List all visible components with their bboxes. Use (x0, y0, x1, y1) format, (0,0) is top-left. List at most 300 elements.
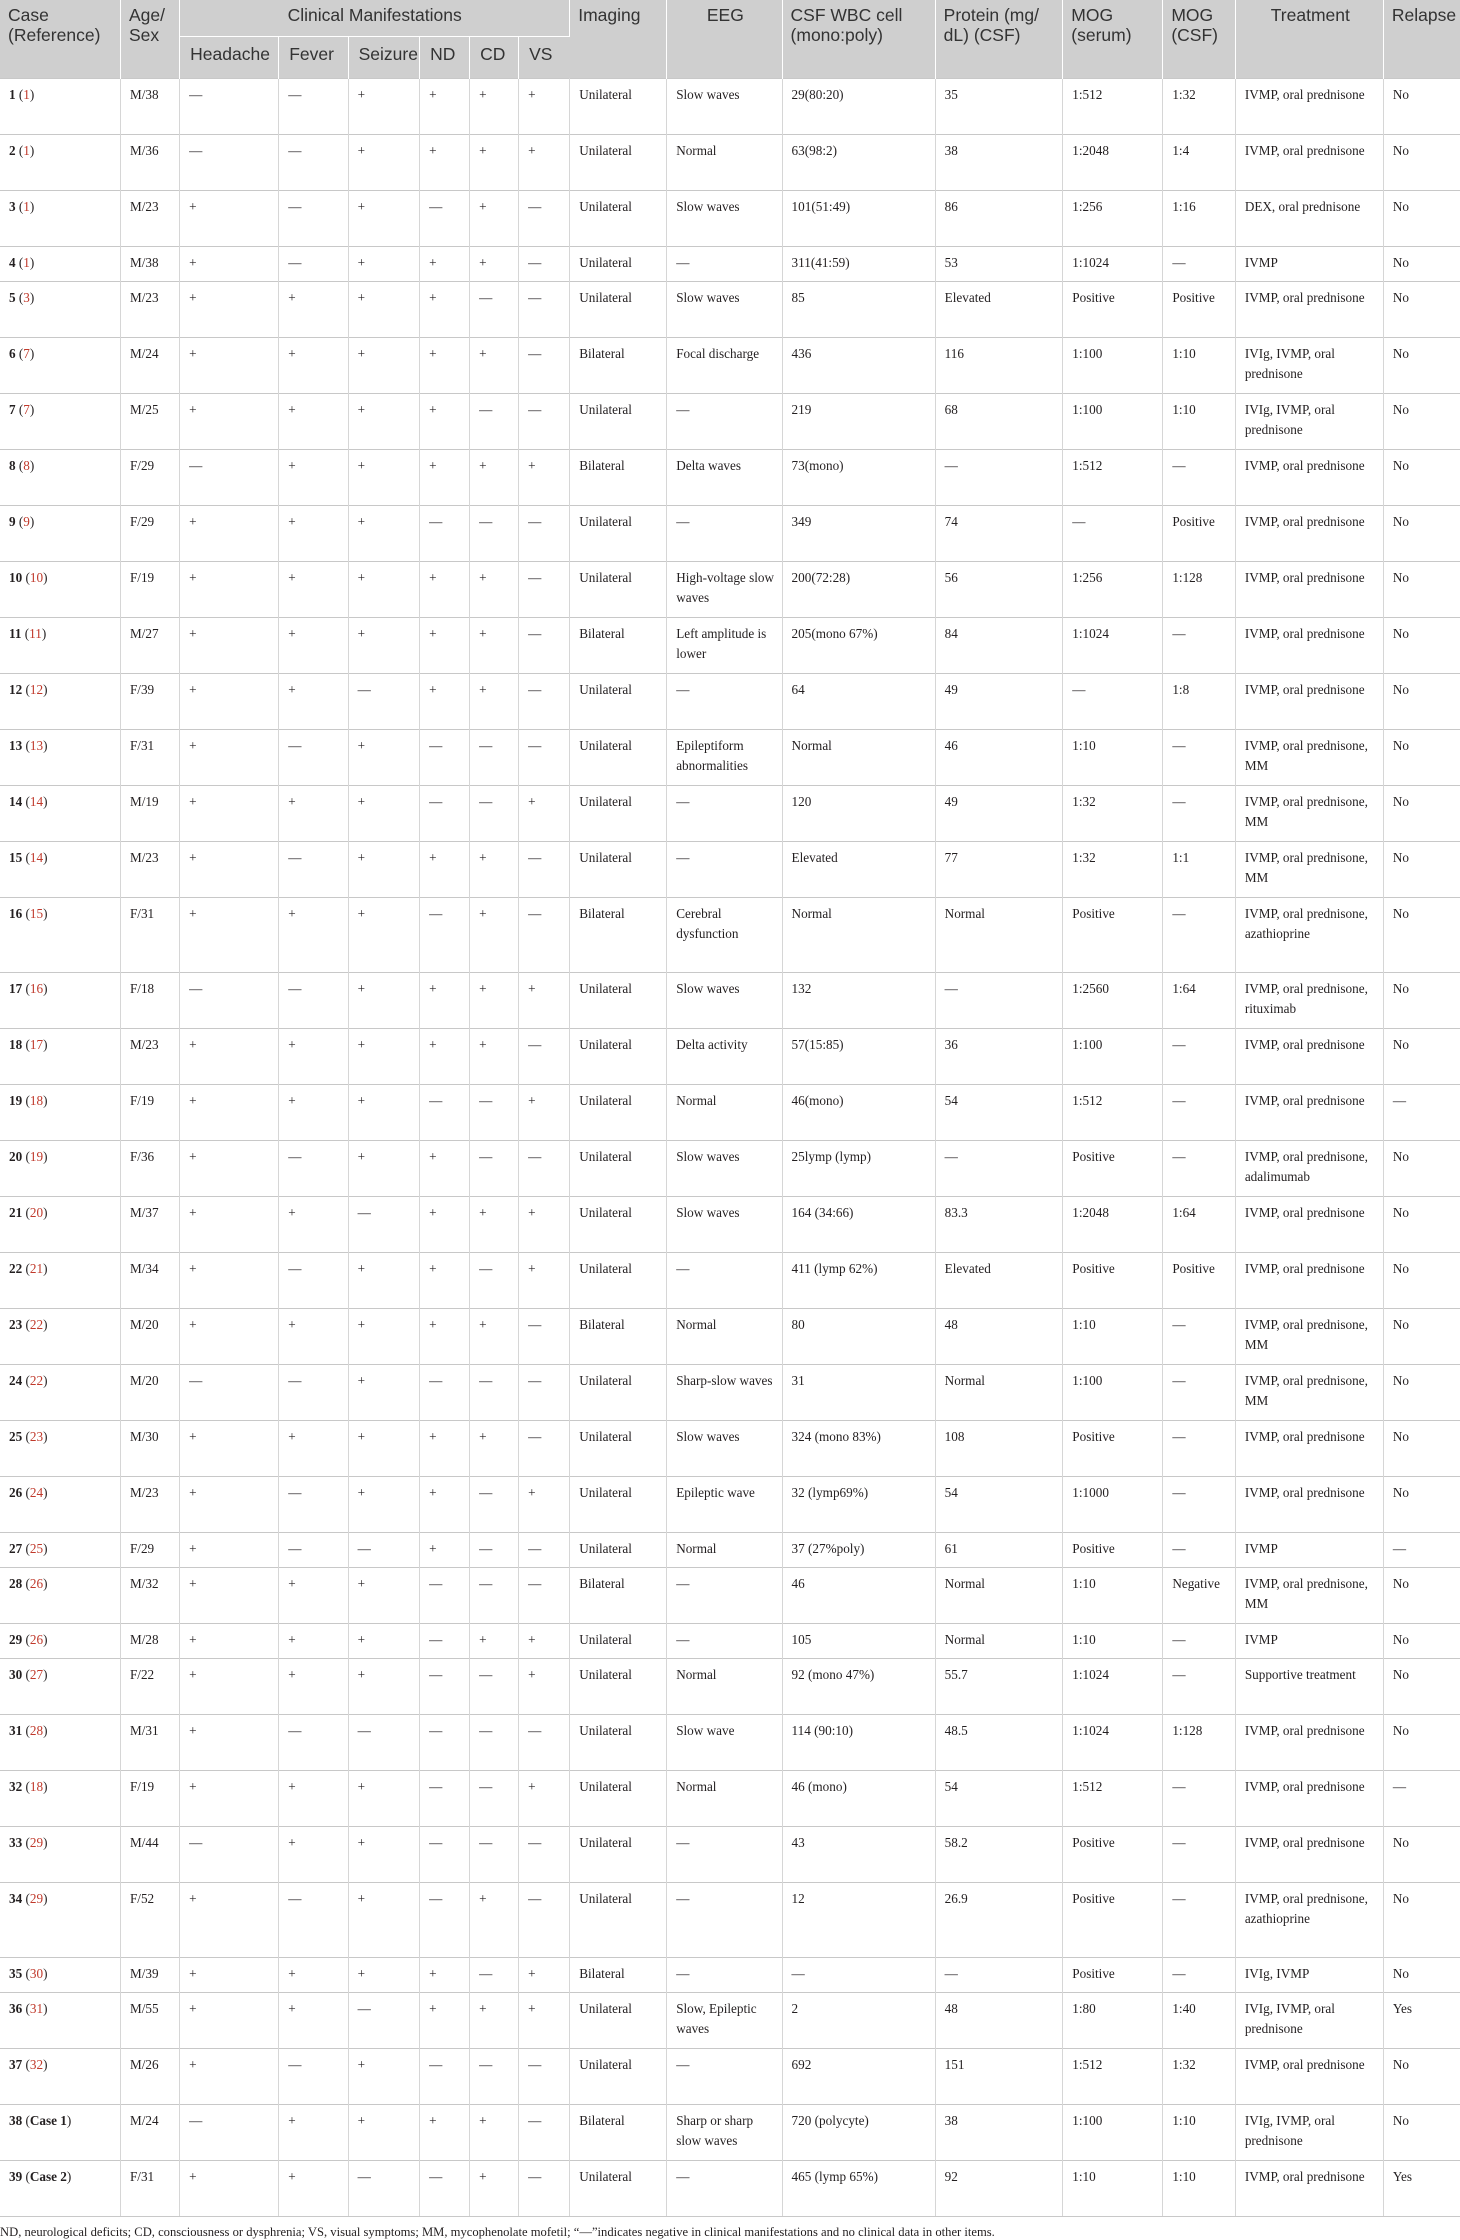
case-cell: 38 (Case 1) (0, 2105, 120, 2161)
case-reference[interactable]: 14 (29, 850, 44, 865)
fever-cell: + (279, 1659, 348, 1715)
case-number: 16 (9, 906, 23, 921)
csf-wbc-cell: 2 (782, 1993, 935, 2049)
case-reference[interactable]: 1 (23, 199, 30, 214)
fever-cell: + (279, 1624, 348, 1659)
headache-cell: — (180, 973, 279, 1029)
case-reference[interactable]: 13 (29, 738, 44, 753)
age-sex-cell: M/24 (120, 338, 179, 394)
imaging-cell: Unilateral (570, 1197, 667, 1253)
age-sex-cell: F/29 (120, 450, 179, 506)
table-row (0, 191, 1460, 247)
seizure-cell: + (348, 506, 419, 562)
fever-cell: — (279, 135, 348, 191)
relapse-cell: No (1383, 79, 1460, 135)
cd-cell: — (470, 394, 519, 450)
fever-cell: + (279, 1309, 348, 1365)
cd-cell: + (470, 562, 519, 618)
case-reference[interactable]: 19 (29, 1149, 44, 1164)
age-sex-cell: M/39 (120, 1958, 179, 1993)
fever-cell: + (279, 506, 348, 562)
nd-cell: + (420, 2105, 470, 2161)
mog-serum-cell: 1:10 (1063, 2161, 1163, 2217)
mog-serum-cell: Positive (1063, 1141, 1163, 1197)
case-number: 31 (9, 1723, 23, 1738)
case-reference: Case 1 (29, 2113, 67, 2128)
case-number: 29 (9, 1632, 23, 1647)
case-reference[interactable]: 1 (23, 143, 30, 158)
fever-cell: + (279, 2105, 348, 2161)
mog-serum-cell: 1:1024 (1063, 618, 1163, 674)
seizure-cell: — (348, 1533, 419, 1568)
eeg-cell: Delta activity (667, 1029, 782, 1085)
csf-wbc-cell: 132 (782, 973, 935, 1029)
case-reference[interactable]: 32 (29, 2057, 44, 2072)
imaging-cell: Unilateral (570, 1365, 667, 1421)
case-reference[interactable]: 12 (29, 682, 44, 697)
vs-cell: + (519, 1993, 570, 2049)
age-sex-cell: M/37 (120, 1197, 179, 1253)
eeg-cell: Slow waves (667, 282, 782, 338)
seizure-cell: + (348, 1958, 419, 1993)
headache-cell: — (180, 1365, 279, 1421)
case-cell: 36 (31) (0, 1993, 120, 2049)
relapse-cell: No (1383, 1715, 1460, 1771)
case-number: 24 (9, 1373, 23, 1388)
seizure-cell: + (348, 618, 419, 674)
seizure-cell: + (348, 1365, 419, 1421)
eeg-cell: Cerebral dysfunction (667, 898, 782, 973)
relapse-cell: No (1383, 191, 1460, 247)
fever-cell: + (279, 2161, 348, 2217)
case-reference[interactable]: 23 (29, 1429, 44, 1444)
nd-cell: + (420, 1141, 470, 1197)
seizure-cell: + (348, 973, 419, 1029)
treatment-cell: IVMP, oral prednisone (1235, 79, 1383, 135)
vs-cell: — (519, 1883, 570, 1958)
vs-cell: + (519, 1085, 570, 1141)
treatment-cell: IVMP, oral prednisone (1235, 1029, 1383, 1085)
protein-cell: 48 (935, 1309, 1063, 1365)
treatment-cell: IVMP, oral prednisone, azathioprine (1235, 1883, 1383, 1958)
treatment-cell: IVMP, oral prednisone, MM (1235, 730, 1383, 786)
csf-wbc-cell: 80 (782, 1309, 935, 1365)
case-reference[interactable]: 17 (29, 1037, 44, 1052)
vs-cell: — (519, 506, 570, 562)
treatment-cell: Supportive treatment (1235, 1659, 1383, 1715)
fever-cell: — (279, 79, 348, 135)
age-sex-cell: M/34 (120, 1253, 179, 1309)
vs-cell: + (519, 450, 570, 506)
nd-cell: — (420, 506, 470, 562)
case-number: 11 (9, 626, 22, 641)
mog-serum-cell: Positive (1063, 1883, 1163, 1958)
vs-cell: — (519, 394, 570, 450)
case-number: 18 (9, 1037, 23, 1052)
fever-cell: + (279, 898, 348, 973)
protein-cell: — (935, 450, 1063, 506)
csf-wbc-cell: Elevated (782, 842, 935, 898)
case-number: 22 (9, 1261, 23, 1276)
mog-csf-cell: — (1163, 1029, 1235, 1085)
case-number: 37 (9, 2057, 23, 2072)
case-reference[interactable]: 1 (23, 255, 30, 270)
vs-cell: — (519, 191, 570, 247)
seizure-cell: + (348, 842, 419, 898)
case-cell: 15 (14) (0, 842, 120, 898)
eeg-cell: — (667, 2161, 782, 2217)
mog-csf-cell: 1:10 (1163, 394, 1235, 450)
eeg-cell: Normal (667, 135, 782, 191)
relapse-cell: No (1383, 842, 1460, 898)
case-reference[interactable]: 7 (23, 402, 30, 417)
case-reference[interactable]: 22 (29, 1317, 44, 1332)
relapse-cell: No (1383, 1309, 1460, 1365)
imaging-cell: Bilateral (570, 898, 667, 973)
mog-csf-cell: 1:128 (1163, 1715, 1235, 1771)
seizure-cell: — (348, 1715, 419, 1771)
case-reference[interactable]: 3 (23, 290, 30, 305)
case-number: 36 (9, 2001, 23, 2016)
headache-cell: + (180, 1568, 279, 1624)
age-sex-cell: F/19 (120, 1085, 179, 1141)
header-clinical-manifestations: Clinical Manifestations (180, 0, 570, 37)
vs-cell: + (519, 1771, 570, 1827)
eeg-cell: Slow waves (667, 1141, 782, 1197)
mog-csf-cell: — (1163, 1659, 1235, 1715)
seizure-cell: + (348, 79, 419, 135)
headache-cell: + (180, 394, 279, 450)
nd-cell: + (420, 618, 470, 674)
header-csf-wbc: CSF WBC cell (mono:poly) (782, 0, 935, 79)
mog-csf-cell: — (1163, 1958, 1235, 1993)
treatment-cell: IVMP, oral prednisone, MM (1235, 1309, 1383, 1365)
vs-cell: — (519, 1715, 570, 1771)
cd-cell: + (470, 1993, 519, 2049)
case-cell: 35 (30) (0, 1958, 120, 1993)
case-cell: 14 (14) (0, 786, 120, 842)
headache-cell: + (180, 1197, 279, 1253)
protein-cell: 55.7 (935, 1659, 1063, 1715)
cd-cell: — (470, 1253, 519, 1309)
nd-cell: + (420, 1993, 470, 2049)
nd-cell: + (420, 1253, 470, 1309)
relapse-cell: No (1383, 1883, 1460, 1958)
table-row (0, 2161, 1460, 2217)
case-reference[interactable]: 29 (29, 1835, 44, 1850)
fever-cell: + (279, 1993, 348, 2049)
fever-cell: + (279, 282, 348, 338)
imaging-cell: Unilateral (570, 562, 667, 618)
relapse-cell: Yes (1383, 1993, 1460, 2049)
case-cell: 24 (22) (0, 1365, 120, 1421)
seizure-cell: + (348, 1421, 419, 1477)
protein-cell: 58.2 (935, 1827, 1063, 1883)
treatment-cell: IVMP (1235, 1533, 1383, 1568)
mog-serum-cell: 1:1024 (1063, 1715, 1163, 1771)
imaging-cell: Unilateral (570, 842, 667, 898)
fever-cell: + (279, 338, 348, 394)
case-reference[interactable]: 22 (29, 1373, 44, 1388)
age-sex-cell: M/23 (120, 191, 179, 247)
eeg-cell: — (667, 1568, 782, 1624)
imaging-cell: Bilateral (570, 618, 667, 674)
case-number: 34 (9, 1891, 23, 1906)
case-number: 20 (9, 1149, 23, 1164)
case-number: 35 (9, 1966, 23, 1981)
csf-wbc-cell: Normal (782, 730, 935, 786)
mog-serum-cell: Positive (1063, 898, 1163, 973)
relapse-cell: No (1383, 1141, 1460, 1197)
relapse-cell: — (1383, 1085, 1460, 1141)
csf-wbc-cell: 64 (782, 674, 935, 730)
cd-cell: — (470, 1771, 519, 1827)
age-sex-cell: M/20 (120, 1309, 179, 1365)
treatment-cell: IVMP, oral prednisone (1235, 1477, 1383, 1533)
seizure-cell: + (348, 1624, 419, 1659)
nd-cell: + (420, 562, 470, 618)
treatment-cell: IVMP, oral prednisone (1235, 1197, 1383, 1253)
protein-cell: 116 (935, 338, 1063, 394)
fever-cell: + (279, 394, 348, 450)
imaging-cell: Unilateral (570, 1253, 667, 1309)
case-cell: 22 (21) (0, 1253, 120, 1309)
table-row (0, 1659, 1460, 1715)
relapse-cell: — (1383, 1533, 1460, 1568)
cd-cell: — (470, 1477, 519, 1533)
headache-cell: + (180, 1624, 279, 1659)
case-reference[interactable]: 25 (29, 1541, 44, 1556)
treatment-cell: IVMP, oral prednisone, azathioprine (1235, 898, 1383, 973)
csf-wbc-cell: Normal (782, 898, 935, 973)
seizure-cell: + (348, 450, 419, 506)
case-number: 28 (9, 1576, 23, 1591)
case-reference[interactable]: 8 (23, 458, 30, 473)
headache-cell: — (180, 2105, 279, 2161)
case-number: 27 (9, 1541, 23, 1556)
protein-cell: Normal (935, 1568, 1063, 1624)
case-reference[interactable]: 7 (23, 346, 30, 361)
case-cell: 30 (27) (0, 1659, 120, 1715)
csf-wbc-cell: 101(51:49) (782, 191, 935, 247)
header-nd: ND (420, 37, 470, 79)
seizure-cell: + (348, 338, 419, 394)
case-reference[interactable]: 27 (29, 1667, 44, 1682)
table-row (0, 618, 1460, 674)
eeg-cell: Slow waves (667, 1197, 782, 1253)
treatment-cell: IVMP, oral prednisone, rituximab (1235, 973, 1383, 1029)
table-row (0, 450, 1460, 506)
nd-cell: — (420, 1659, 470, 1715)
table-row (0, 2105, 1460, 2161)
relapse-cell: No (1383, 1477, 1460, 1533)
case-number: 9 (9, 514, 16, 529)
imaging-cell: Unilateral (570, 786, 667, 842)
case-number: 8 (9, 458, 16, 473)
headache-cell: + (180, 1715, 279, 1771)
vs-cell: — (519, 2049, 570, 2105)
mog-serum-cell: 1:32 (1063, 842, 1163, 898)
imaging-cell: Unilateral (570, 1827, 667, 1883)
relapse-cell: — (1383, 1771, 1460, 1827)
csf-wbc-cell: 200(72:28) (782, 562, 935, 618)
cd-cell: — (470, 1085, 519, 1141)
relapse-cell: No (1383, 973, 1460, 1029)
case-cell: 21 (20) (0, 1197, 120, 1253)
imaging-cell: Unilateral (570, 247, 667, 282)
mog-serum-cell: Positive (1063, 1253, 1163, 1309)
vs-cell: — (519, 247, 570, 282)
age-sex-cell: F/29 (120, 1533, 179, 1568)
imaging-cell: Unilateral (570, 2161, 667, 2217)
case-reference[interactable]: 16 (29, 981, 44, 996)
case-reference[interactable]: 18 (29, 1779, 44, 1794)
case-reference[interactable]: 29 (29, 1891, 44, 1906)
mog-serum-cell: 1:512 (1063, 1085, 1163, 1141)
imaging-cell: Bilateral (570, 2105, 667, 2161)
csf-wbc-cell: 29(80:20) (782, 79, 935, 135)
age-sex-cell: F/36 (120, 1141, 179, 1197)
fever-cell: + (279, 1085, 348, 1141)
fever-cell: + (279, 618, 348, 674)
headache-cell: + (180, 191, 279, 247)
treatment-cell: IVMP, oral prednisone (1235, 135, 1383, 191)
cd-cell: + (470, 1309, 519, 1365)
mog-serum-cell: 1:10 (1063, 1624, 1163, 1659)
case-cell: 29 (26) (0, 1624, 120, 1659)
table-row (0, 1197, 1460, 1253)
imaging-cell: Bilateral (570, 1309, 667, 1365)
table-row (0, 1029, 1460, 1085)
table-row (0, 973, 1460, 1029)
mog-serum-cell: 1:100 (1063, 1365, 1163, 1421)
case-reference[interactable]: 20 (29, 1205, 44, 1220)
nd-cell: + (420, 1197, 470, 1253)
table-row (0, 1771, 1460, 1827)
mog-csf-cell: — (1163, 1477, 1235, 1533)
mog-serum-cell: 1:512 (1063, 79, 1163, 135)
csf-wbc-cell: 92 (mono 47%) (782, 1659, 935, 1715)
vs-cell: + (519, 1197, 570, 1253)
protein-cell: 56 (935, 562, 1063, 618)
headache-cell: + (180, 898, 279, 973)
mog-csf-cell: — (1163, 1624, 1235, 1659)
case-reference[interactable]: 31 (29, 2001, 44, 2016)
headache-cell: + (180, 1883, 279, 1958)
relapse-cell: No (1383, 135, 1460, 191)
table-row (0, 1085, 1460, 1141)
imaging-cell: Bilateral (570, 1568, 667, 1624)
csf-wbc-cell: 46 (mono) (782, 1771, 935, 1827)
headache-cell: + (180, 247, 279, 282)
case-reference[interactable]: 15 (29, 906, 44, 921)
seizure-cell: + (348, 1029, 419, 1085)
nd-cell: + (420, 1421, 470, 1477)
mog-serum-cell: 1:512 (1063, 450, 1163, 506)
protein-cell: 38 (935, 135, 1063, 191)
case-reference[interactable]: 26 (29, 1576, 44, 1591)
mog-csf-cell: 1:10 (1163, 338, 1235, 394)
fever-cell: — (279, 1365, 348, 1421)
case-reference[interactable]: 11 (29, 626, 42, 641)
mog-csf-cell: Negative (1163, 1568, 1235, 1624)
protein-cell: — (935, 1958, 1063, 1993)
table-row (0, 1827, 1460, 1883)
case-reference[interactable]: 1 (23, 87, 30, 102)
treatment-cell: IVMP, oral prednisone (1235, 618, 1383, 674)
treatment-cell: IVMP, oral prednisone, MM (1235, 842, 1383, 898)
age-sex-cell: M/23 (120, 1029, 179, 1085)
treatment-cell: DEX, oral prednisone (1235, 191, 1383, 247)
treatment-cell: IVMP, oral prednisone (1235, 282, 1383, 338)
mog-csf-cell: — (1163, 618, 1235, 674)
mog-csf-cell: — (1163, 247, 1235, 282)
nd-cell: — (420, 2161, 470, 2217)
cd-cell: — (470, 1533, 519, 1568)
mog-csf-cell: — (1163, 898, 1235, 973)
cd-cell: + (470, 674, 519, 730)
case-reference[interactable]: 30 (29, 1966, 44, 1981)
table-row (0, 1624, 1460, 1659)
vs-cell: — (519, 1827, 570, 1883)
headache-cell: + (180, 730, 279, 786)
seizure-cell: + (348, 562, 419, 618)
treatment-cell: IVMP, oral prednisone (1235, 2049, 1383, 2105)
age-sex-cell: F/31 (120, 2161, 179, 2217)
case-reference[interactable]: 10 (29, 570, 44, 585)
case-reference[interactable]: 28 (29, 1723, 44, 1738)
protein-cell: Normal (935, 898, 1063, 973)
csf-wbc-cell: 205(mono 67%) (782, 618, 935, 674)
imaging-cell: Unilateral (570, 394, 667, 450)
case-reference[interactable]: 18 (29, 1093, 44, 1108)
fever-cell: + (279, 562, 348, 618)
mog-serum-cell: 1:1024 (1063, 247, 1163, 282)
seizure-cell: + (348, 282, 419, 338)
fever-cell: + (279, 1197, 348, 1253)
case-number: 4 (9, 255, 16, 270)
table-row (0, 135, 1460, 191)
headache-cell: + (180, 1309, 279, 1365)
seizure-cell: + (348, 1659, 419, 1715)
imaging-cell: Unilateral (570, 135, 667, 191)
cd-cell: — (470, 2049, 519, 2105)
cd-cell: + (470, 1624, 519, 1659)
cd-cell: + (470, 618, 519, 674)
case-cell: 7 (7) (0, 394, 120, 450)
case-cell: 11 (11) (0, 618, 120, 674)
case-reference[interactable]: 21 (29, 1261, 44, 1276)
fever-cell: — (279, 1883, 348, 1958)
nd-cell: + (420, 1477, 470, 1533)
case-reference[interactable]: 14 (29, 794, 44, 809)
headache-cell: + (180, 1477, 279, 1533)
headache-cell: + (180, 2049, 279, 2105)
imaging-cell: Unilateral (570, 674, 667, 730)
nd-cell: + (420, 674, 470, 730)
case-reference[interactable]: 26 (29, 1632, 44, 1647)
mog-serum-cell: Positive (1063, 1958, 1163, 1993)
case-cell: 4 (1) (0, 247, 120, 282)
case-cell: 32 (18) (0, 1771, 120, 1827)
mog-serum-cell: Positive (1063, 1827, 1163, 1883)
fever-cell: — (279, 1477, 348, 1533)
case-reference[interactable]: 9 (23, 514, 30, 529)
vs-cell: + (519, 1253, 570, 1309)
header-fever: Fever (279, 37, 348, 79)
table-row (0, 79, 1460, 135)
case-reference[interactable]: 24 (29, 1485, 44, 1500)
